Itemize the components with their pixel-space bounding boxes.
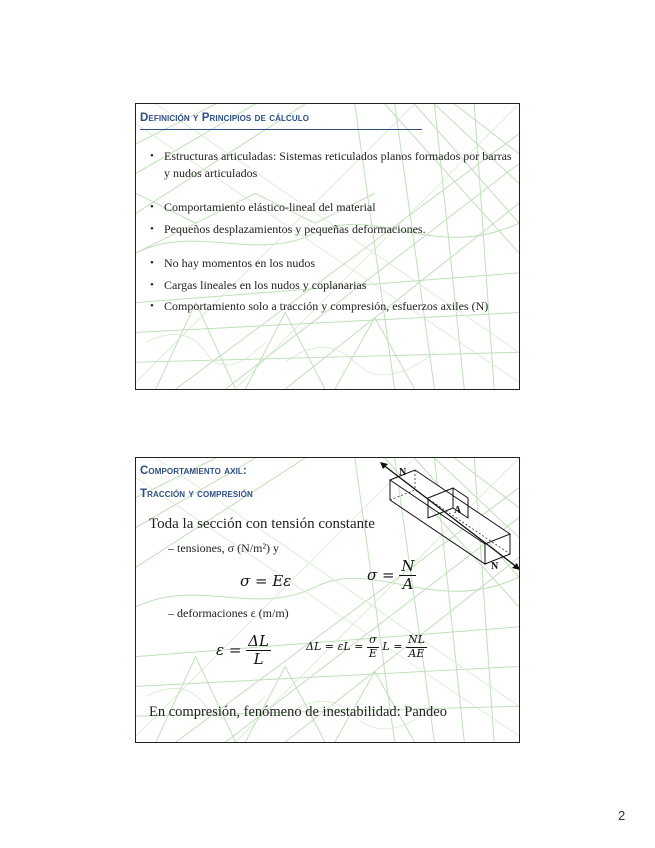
formula-lhs: ΔL = εL = xyxy=(306,640,364,654)
fraction xyxy=(246,633,271,669)
formula-delta-l xyxy=(306,634,427,660)
label-n-bottom: N xyxy=(491,561,499,572)
bullet-item: • Pequeños desplazamientos y pequeñas deformaciones. xyxy=(148,221,513,238)
denominator: A xyxy=(402,575,414,594)
fraction xyxy=(406,634,427,660)
fraction xyxy=(399,558,416,594)
slide-2-title-line-1: Comportamiento axil: xyxy=(140,465,247,477)
formula-lhs: ε = xyxy=(216,640,242,659)
bullet-list xyxy=(148,148,513,315)
tensions-text: – tensiones, σ (N/m²) y xyxy=(168,541,280,555)
page-number: 2 xyxy=(618,808,626,823)
slide-2 xyxy=(135,457,520,743)
numerator: σ xyxy=(367,634,379,648)
deformations-text: – deformaciones ε (m/m) xyxy=(168,606,289,620)
denominator: L xyxy=(253,650,264,669)
numerator: ΔL xyxy=(248,632,269,650)
formula-sigma-n xyxy=(367,558,416,594)
denominator: E xyxy=(368,646,377,660)
intro-text: Toda la sección con tensión constante xyxy=(149,516,375,532)
numerator: NL xyxy=(407,633,425,646)
label-a: A xyxy=(454,505,462,516)
slide-1 xyxy=(135,103,520,390)
title-underline xyxy=(140,129,422,130)
slide-2-title-line-2: Tracción y compresión xyxy=(140,488,253,500)
slide-1-title: Definición y Principios de cálculo xyxy=(140,112,310,124)
bullet-item: • Estructuras articuladas: Sistemas reticulados planos formados por barras y nudos articulados xyxy=(148,148,513,181)
denominator: AE xyxy=(408,646,425,660)
numerator: N xyxy=(401,557,415,575)
label-n-top: N xyxy=(399,467,407,478)
fraction xyxy=(367,634,379,660)
bullet-item: • Cargas lineales en los nudos y coplanarias xyxy=(148,277,513,294)
formula-sigma-e: σ = Eε xyxy=(240,572,292,590)
formula-middle: L = xyxy=(382,640,403,654)
formula-epsilon xyxy=(216,633,271,669)
bullet-item: • Comportamiento elástico-lineal del material xyxy=(148,199,513,216)
bullet-item: • Comportamiento solo a tracción y compresión, esfuerzos axiles (N) xyxy=(148,298,513,315)
formula-lhs: σ = xyxy=(367,565,395,584)
bullet-item: • No hay momentos en los nudos xyxy=(148,255,513,272)
axial-bar-diagram xyxy=(380,462,520,572)
closing-text: En compresión, fenómeno de inestabilidad: Pandeo xyxy=(149,704,447,720)
